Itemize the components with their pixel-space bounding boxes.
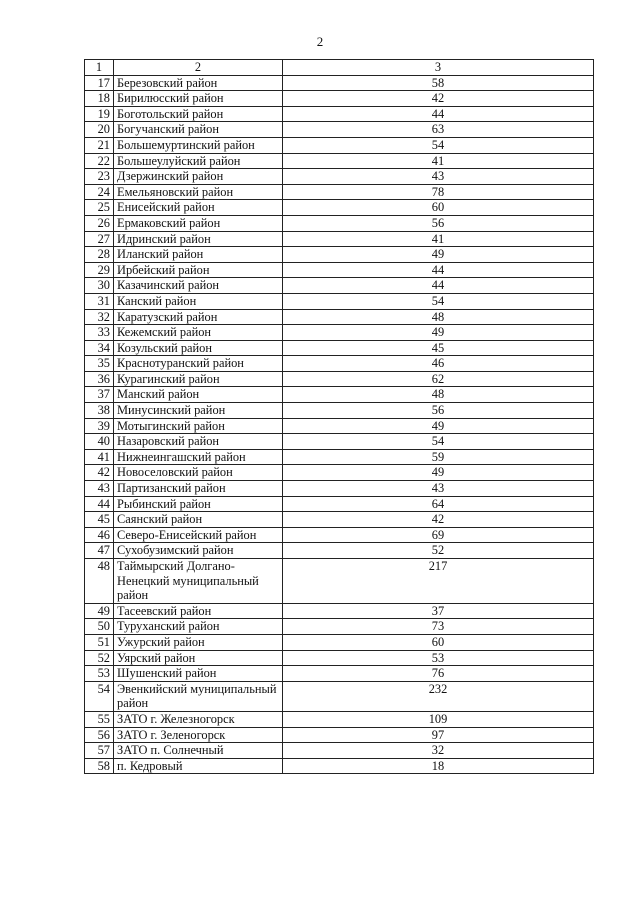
table-row xyxy=(85,527,594,543)
region-name: Иланский район xyxy=(114,247,283,263)
table-row xyxy=(85,559,594,604)
row-number: 19 xyxy=(85,106,114,122)
region-name: Новоселовский район xyxy=(114,465,283,481)
row-number: 27 xyxy=(85,231,114,247)
row-number: 38 xyxy=(85,403,114,419)
region-name: Саянский район xyxy=(114,512,283,528)
region-name: Богучанский район xyxy=(114,122,283,138)
row-number: 25 xyxy=(85,200,114,216)
row-number: 31 xyxy=(85,293,114,309)
region-value: 73 xyxy=(283,619,594,635)
table-row xyxy=(85,403,594,419)
region-name: ЗАТО г. Железногорск xyxy=(114,711,283,727)
region-value: 43 xyxy=(283,169,594,185)
region-name: ЗАТО п. Солнечный xyxy=(114,743,283,759)
table-row xyxy=(85,727,594,743)
table-row xyxy=(85,387,594,403)
region-value: 59 xyxy=(283,449,594,465)
row-number: 51 xyxy=(85,634,114,650)
table-row xyxy=(85,169,594,185)
header-cell-value: 3 xyxy=(283,60,594,76)
row-number: 21 xyxy=(85,137,114,153)
region-name: Нижнеингашский район xyxy=(114,449,283,465)
row-number: 58 xyxy=(85,758,114,774)
region-name: Кежемский район xyxy=(114,325,283,341)
region-name: Березовский район xyxy=(114,75,283,91)
region-name: Эвенкийский муниципальный район xyxy=(114,681,283,711)
table-row xyxy=(85,325,594,341)
row-number: 22 xyxy=(85,153,114,169)
table-row xyxy=(85,91,594,107)
region-value: 54 xyxy=(283,434,594,450)
row-number: 57 xyxy=(85,743,114,759)
table-row xyxy=(85,650,594,666)
row-number: 35 xyxy=(85,356,114,372)
row-number: 48 xyxy=(85,559,114,604)
table-row xyxy=(85,758,594,774)
region-name: Партизанский район xyxy=(114,481,283,497)
table-row xyxy=(85,496,594,512)
row-number: 56 xyxy=(85,727,114,743)
region-value: 62 xyxy=(283,371,594,387)
row-number: 52 xyxy=(85,650,114,666)
row-number: 39 xyxy=(85,418,114,434)
row-number: 36 xyxy=(85,371,114,387)
table-row xyxy=(85,122,594,138)
region-name: Идринский район xyxy=(114,231,283,247)
region-name: Боготольский район xyxy=(114,106,283,122)
table-row xyxy=(85,681,594,711)
region-value: 32 xyxy=(283,743,594,759)
row-number: 32 xyxy=(85,309,114,325)
row-number: 30 xyxy=(85,278,114,294)
row-number: 53 xyxy=(85,666,114,682)
table-body xyxy=(85,60,594,774)
table-row xyxy=(85,543,594,559)
region-value: 60 xyxy=(283,634,594,650)
region-value: 42 xyxy=(283,91,594,107)
table-row xyxy=(85,231,594,247)
region-name: Северо-Енисейский район xyxy=(114,527,283,543)
region-value: 43 xyxy=(283,481,594,497)
header-row xyxy=(85,60,594,76)
region-value: 56 xyxy=(283,215,594,231)
table-row xyxy=(85,634,594,650)
row-number: 54 xyxy=(85,681,114,711)
row-number: 45 xyxy=(85,512,114,528)
region-name: п. Кедровый xyxy=(114,758,283,774)
region-name: Каратузский район xyxy=(114,309,283,325)
table-row xyxy=(85,184,594,200)
row-number: 20 xyxy=(85,122,114,138)
region-name: Шушенский район xyxy=(114,666,283,682)
row-number: 29 xyxy=(85,262,114,278)
region-value: 97 xyxy=(283,727,594,743)
table-row xyxy=(85,340,594,356)
table-row xyxy=(85,603,594,619)
region-value: 42 xyxy=(283,512,594,528)
region-name: Тасеевский район xyxy=(114,603,283,619)
table-row xyxy=(85,743,594,759)
header-cell-number: 1 xyxy=(85,60,114,76)
table-row xyxy=(85,262,594,278)
region-name: Дзержинский район xyxy=(114,169,283,185)
row-number: 37 xyxy=(85,387,114,403)
table-row xyxy=(85,106,594,122)
table-row xyxy=(85,215,594,231)
table-row xyxy=(85,75,594,91)
row-number: 33 xyxy=(85,325,114,341)
region-name: Курагинский район xyxy=(114,371,283,387)
region-value: 53 xyxy=(283,650,594,666)
table-row xyxy=(85,293,594,309)
region-value: 217 xyxy=(283,559,594,604)
region-name: Большемуртинский район xyxy=(114,137,283,153)
region-value: 41 xyxy=(283,231,594,247)
row-number: 17 xyxy=(85,75,114,91)
region-name: Ужурский район xyxy=(114,634,283,650)
row-number: 24 xyxy=(85,184,114,200)
region-value: 58 xyxy=(283,75,594,91)
row-number: 55 xyxy=(85,711,114,727)
row-number: 28 xyxy=(85,247,114,263)
row-number: 42 xyxy=(85,465,114,481)
region-value: 52 xyxy=(283,543,594,559)
region-name: Большеулуйский район xyxy=(114,153,283,169)
region-name: Уярский район xyxy=(114,650,283,666)
region-value: 76 xyxy=(283,666,594,682)
region-name: Назаровский район xyxy=(114,434,283,450)
region-name: Минусинский район xyxy=(114,403,283,419)
region-name: Канский район xyxy=(114,293,283,309)
region-name: Казачинский район xyxy=(114,278,283,294)
regions-table xyxy=(84,59,594,774)
region-value: 54 xyxy=(283,137,594,153)
region-name: Ирбейский район xyxy=(114,262,283,278)
region-value: 48 xyxy=(283,387,594,403)
region-value: 64 xyxy=(283,496,594,512)
row-number: 18 xyxy=(85,91,114,107)
table-row xyxy=(85,309,594,325)
row-number: 47 xyxy=(85,543,114,559)
region-value: 54 xyxy=(283,293,594,309)
region-value: 109 xyxy=(283,711,594,727)
table-row xyxy=(85,449,594,465)
region-value: 49 xyxy=(283,465,594,481)
table-row xyxy=(85,434,594,450)
row-number: 46 xyxy=(85,527,114,543)
table-row xyxy=(85,153,594,169)
region-name: Бирилюсский район xyxy=(114,91,283,107)
region-name: Краснотуранский район xyxy=(114,356,283,372)
region-name: Сухобузимский район xyxy=(114,543,283,559)
row-number: 43 xyxy=(85,481,114,497)
row-number: 50 xyxy=(85,619,114,635)
row-number: 23 xyxy=(85,169,114,185)
region-name: Козульский район xyxy=(114,340,283,356)
table-row xyxy=(85,418,594,434)
table-row xyxy=(85,619,594,635)
region-value: 69 xyxy=(283,527,594,543)
region-value: 60 xyxy=(283,200,594,216)
region-name: Ермаковский район xyxy=(114,215,283,231)
region-value: 49 xyxy=(283,247,594,263)
header-cell-name: 2 xyxy=(114,60,283,76)
row-number: 41 xyxy=(85,449,114,465)
region-value: 63 xyxy=(283,122,594,138)
table-row xyxy=(85,481,594,497)
table-row xyxy=(85,371,594,387)
region-value: 41 xyxy=(283,153,594,169)
row-number: 34 xyxy=(85,340,114,356)
table-row xyxy=(85,465,594,481)
region-value: 48 xyxy=(283,309,594,325)
table-row xyxy=(85,512,594,528)
table-row xyxy=(85,278,594,294)
region-value: 44 xyxy=(283,262,594,278)
region-name: Туруханский район xyxy=(114,619,283,635)
region-name: Емельяновский район xyxy=(114,184,283,200)
region-value: 45 xyxy=(283,340,594,356)
table-row xyxy=(85,247,594,263)
region-name: Таймырский Долгано-Ненецкий муниципальный район xyxy=(114,559,283,604)
region-name: Енисейский район xyxy=(114,200,283,216)
region-value: 49 xyxy=(283,325,594,341)
region-value: 46 xyxy=(283,356,594,372)
region-name: Рыбинский район xyxy=(114,496,283,512)
row-number: 26 xyxy=(85,215,114,231)
table-row xyxy=(85,711,594,727)
table-row xyxy=(85,137,594,153)
page-number: 2 xyxy=(316,34,324,49)
region-name: Манский район xyxy=(114,387,283,403)
table-row xyxy=(85,200,594,216)
region-value: 18 xyxy=(283,758,594,774)
table-row xyxy=(85,666,594,682)
row-number: 49 xyxy=(85,603,114,619)
table-row xyxy=(85,356,594,372)
region-value: 78 xyxy=(283,184,594,200)
region-value: 232 xyxy=(283,681,594,711)
region-value: 44 xyxy=(283,106,594,122)
region-name: ЗАТО г. Зеленогорск xyxy=(114,727,283,743)
region-value: 37 xyxy=(283,603,594,619)
region-value: 56 xyxy=(283,403,594,419)
region-name: Мотыгинский район xyxy=(114,418,283,434)
row-number: 44 xyxy=(85,496,114,512)
region-value: 44 xyxy=(283,278,594,294)
row-number: 40 xyxy=(85,434,114,450)
region-value: 49 xyxy=(283,418,594,434)
